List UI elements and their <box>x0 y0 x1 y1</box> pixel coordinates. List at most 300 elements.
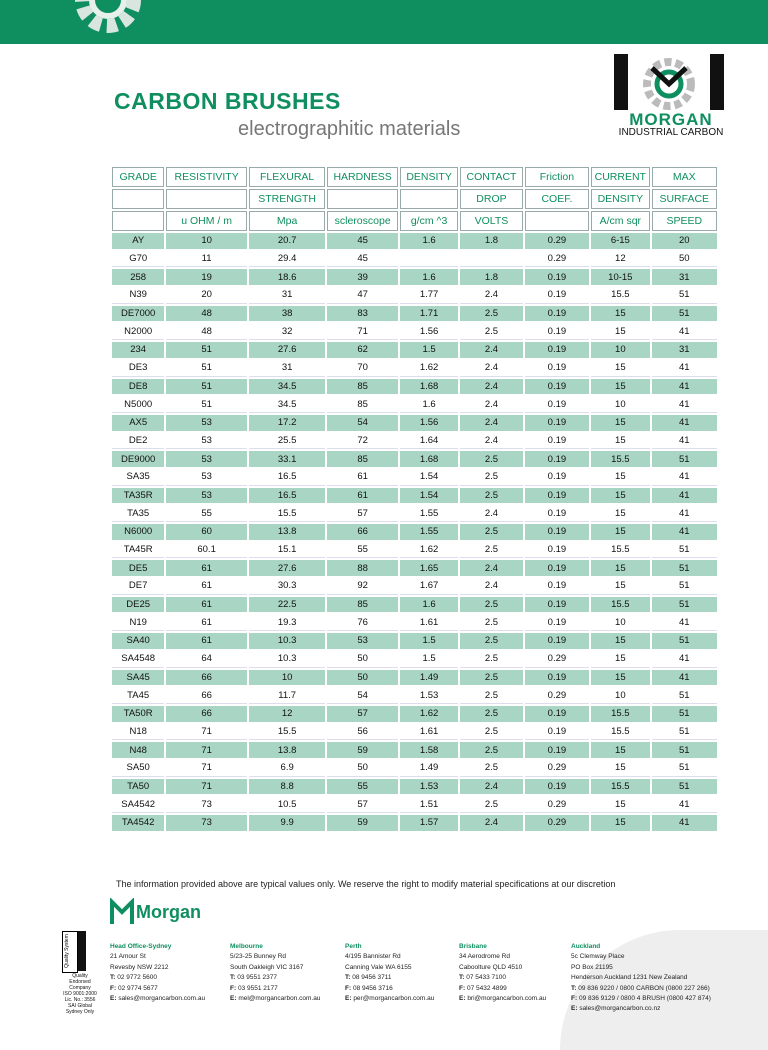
office-phone: T: 03 9551 2377 <box>230 974 277 982</box>
table-cell: 2.4 <box>460 779 522 795</box>
table-cell: 41 <box>652 379 717 395</box>
table-cell: 2.5 <box>460 724 522 741</box>
table-cell: DE25 <box>112 597 164 613</box>
table-cell: 54 <box>327 687 397 704</box>
table-cell: 15 <box>591 488 649 504</box>
table-cell: 2.5 <box>460 687 522 704</box>
table-cell: 0.19 <box>525 724 589 741</box>
table-cell: 39 <box>327 269 397 285</box>
office-phone: T: 07 5433 7100 <box>459 974 506 982</box>
table-cell: 20.7 <box>249 233 326 249</box>
table-cell: 41 <box>652 614 717 631</box>
table-cell: 1.54 <box>400 488 458 504</box>
table-cell: 1.61 <box>400 614 458 631</box>
table-cell: 2.4 <box>460 433 522 450</box>
table-cell: 57 <box>327 706 397 722</box>
office-fax: F: 09 836 9129 / 0800 4 BRUSH (0800 427 874) <box>571 995 711 1003</box>
table-row <box>112 524 717 540</box>
table-cell: 0.19 <box>525 597 589 613</box>
table-cell: 53 <box>166 451 247 467</box>
table-cell: 15.5 <box>591 597 649 613</box>
table-row <box>112 651 717 668</box>
office-address-line: PO Box 21195 <box>571 963 613 971</box>
table-cell: 25.5 <box>249 433 326 450</box>
header-cell: u OHM / m <box>166 211 247 231</box>
table-cell: 1.5 <box>400 651 458 668</box>
table-cell: 2.5 <box>460 651 522 668</box>
table-cell: 66 <box>166 687 247 704</box>
table-row <box>112 670 717 686</box>
morgan-logo <box>612 54 730 140</box>
table-cell: 0.19 <box>525 287 589 304</box>
table-cell: 41 <box>652 323 717 340</box>
table-cell: 2.5 <box>460 796 522 813</box>
footer-wordmark: Morgan <box>136 902 201 922</box>
table-cell: DE7000 <box>112 306 164 322</box>
quality-badge-line: Sydney Only <box>65 1009 95 1015</box>
table-cell: 72 <box>327 433 397 450</box>
table-cell: 15.5 <box>591 724 649 741</box>
table-cell: 1.53 <box>400 687 458 704</box>
morgan-m-icon <box>110 898 134 926</box>
table-cell: 41 <box>652 670 717 686</box>
table-cell: 22.5 <box>249 597 326 613</box>
logo-mark <box>614 54 724 110</box>
table-cell: 0.19 <box>525 415 589 431</box>
table-cell: SA50 <box>112 760 164 777</box>
table-cell: 0.19 <box>525 779 589 795</box>
material-properties-table <box>110 165 719 833</box>
table-cell: 51 <box>652 760 717 777</box>
table-cell: TA45R <box>112 542 164 559</box>
table-cell: 51 <box>166 360 247 377</box>
table-cell: 30.3 <box>249 578 326 595</box>
quality-badge <box>62 931 98 1021</box>
table-cell: 71 <box>166 742 247 758</box>
table-cell: 29.4 <box>249 251 326 268</box>
table-cell: 60.1 <box>166 542 247 559</box>
table-cell: 2.4 <box>460 360 522 377</box>
table-row <box>112 233 717 249</box>
table-cell: 15.1 <box>249 542 326 559</box>
table-cell: 2.5 <box>460 670 522 686</box>
header-cell: A/cm sqr <box>591 211 649 231</box>
table-row <box>112 796 717 813</box>
table-cell: 57 <box>327 796 397 813</box>
table-cell: 59 <box>327 815 397 831</box>
table-cell: 0.29 <box>525 651 589 668</box>
table-cell: 2.5 <box>460 451 522 467</box>
table-cell: 10 <box>591 396 649 413</box>
table-cell: 73 <box>166 796 247 813</box>
table-cell: 51 <box>652 306 717 322</box>
table-row <box>112 415 717 431</box>
table-cell: 1.64 <box>400 433 458 450</box>
table-cell: 76 <box>327 614 397 631</box>
table-cell: 0.19 <box>525 306 589 322</box>
table-cell: 41 <box>652 433 717 450</box>
table-cell: 31 <box>652 269 717 285</box>
table-cell: 19 <box>166 269 247 285</box>
table-cell <box>460 251 522 268</box>
table-cell: 15 <box>591 815 649 831</box>
table-cell: 15 <box>591 415 649 431</box>
header-cell <box>112 189 164 209</box>
table-cell: 1.77 <box>400 287 458 304</box>
table-cell: 0.19 <box>525 670 589 686</box>
table-cell: 41 <box>652 360 717 377</box>
logo-wordmark: MORGAN <box>629 110 713 129</box>
table-cell: 1.51 <box>400 796 458 813</box>
table-row <box>112 505 717 522</box>
table-cell: 51 <box>166 379 247 395</box>
table-cell: 15.5 <box>591 779 649 795</box>
table-cell: 53 <box>166 433 247 450</box>
table-cell: 34.5 <box>249 396 326 413</box>
table-cell: 1.55 <box>400 505 458 522</box>
table-cell: 15 <box>591 323 649 340</box>
table-cell: 1.62 <box>400 360 458 377</box>
table-cell: 15 <box>591 670 649 686</box>
table-cell: 66 <box>327 524 397 540</box>
table-cell: 1.62 <box>400 542 458 559</box>
table-cell: 2.5 <box>460 760 522 777</box>
table-cell: 0.19 <box>525 433 589 450</box>
table-cell: 60 <box>166 524 247 540</box>
table-cell: AY <box>112 233 164 249</box>
table-cell: 15 <box>591 306 649 322</box>
office-email[interactable]: E: sales@morgancarbon.co.nz <box>571 1005 661 1013</box>
office-address-line: 5c Clemway Place <box>571 953 625 961</box>
table-cell: 258 <box>112 269 164 285</box>
office-address-line: 21 Amour St <box>110 953 146 961</box>
table-cell: 0.19 <box>525 524 589 540</box>
header-cell: FLEXURAL <box>249 167 326 187</box>
office-address-line: South Oakleigh VIC 3167 <box>230 963 304 971</box>
table-row <box>112 633 717 649</box>
table-cell: 71 <box>166 779 247 795</box>
office-address-line: 34 Aerodrome Rd <box>459 953 510 961</box>
table-cell: 15 <box>591 742 649 758</box>
table-cell: DE2 <box>112 433 164 450</box>
table-cell: 0.19 <box>525 488 589 504</box>
office-name: Brisbane <box>459 943 487 950</box>
table-cell: 2.4 <box>460 342 522 358</box>
table-cell: 9.9 <box>249 815 326 831</box>
table-cell: 11 <box>166 251 247 268</box>
table-cell: 10 <box>591 342 649 358</box>
table-row <box>112 287 717 304</box>
table-cell: 1.8 <box>460 233 522 249</box>
header-cell: Friction <box>525 167 589 187</box>
table-cell: 61 <box>166 633 247 649</box>
header-cell <box>400 189 458 209</box>
table-cell: 0.19 <box>525 633 589 649</box>
table-cell: 51 <box>652 560 717 576</box>
table-cell: TA4542 <box>112 815 164 831</box>
header-cell: Mpa <box>249 211 326 231</box>
table-cell: 61 <box>327 469 397 486</box>
header-cell: MAX <box>652 167 717 187</box>
table-cell: 41 <box>652 796 717 813</box>
table-cell: 2.5 <box>460 524 522 540</box>
table-cell: 0.29 <box>525 233 589 249</box>
office-email[interactable]: E: per@morgancarbon.com.au <box>345 995 435 1003</box>
table-cell: AX5 <box>112 415 164 431</box>
table-cell: 62 <box>327 342 397 358</box>
header-cell: CONTACT <box>460 167 522 187</box>
table-cell: 234 <box>112 342 164 358</box>
header-cell: RESISTIVITY <box>166 167 247 187</box>
table-cell: 2.5 <box>460 706 522 722</box>
table-cell: 10.3 <box>249 651 326 668</box>
table-row <box>112 360 717 377</box>
table-cell: 51 <box>652 779 717 795</box>
table-cell: 0.29 <box>525 815 589 831</box>
quality-badge-line: SAI Global <box>68 1003 92 1009</box>
table-cell: 2.5 <box>460 614 522 631</box>
table-cell: G70 <box>112 251 164 268</box>
table-cell: N6000 <box>112 524 164 540</box>
table-cell: 51 <box>652 706 717 722</box>
table-cell: 59 <box>327 742 397 758</box>
table-cell: 12 <box>591 251 649 268</box>
office-address-line: Canning Vale WA 6155 <box>345 963 412 971</box>
table-cell: 47 <box>327 287 397 304</box>
office-email[interactable]: E: mel@morgancarbon.com.au <box>230 995 321 1003</box>
table-cell: N19 <box>112 614 164 631</box>
table-cell: 13.8 <box>249 742 326 758</box>
table-cell: 51 <box>652 633 717 649</box>
logo-tagline: INDUSTRIAL CARBON <box>618 127 724 138</box>
table-cell: 61 <box>166 560 247 576</box>
table-cell: 15 <box>591 505 649 522</box>
table-cell: 10.3 <box>249 633 326 649</box>
table-cell: 19.3 <box>249 614 326 631</box>
table-row <box>112 379 717 395</box>
table-cell: 51 <box>652 287 717 304</box>
table-cell: 61 <box>166 597 247 613</box>
table-cell: 1.67 <box>400 578 458 595</box>
office-phone: T: 08 9456 3711 <box>345 974 392 982</box>
table-cell: 55 <box>327 779 397 795</box>
table-cell: 27.6 <box>249 560 326 576</box>
table-cell: 2.5 <box>460 469 522 486</box>
office-fax: F: 08 9456 3716 <box>345 984 393 992</box>
table-cell: 50 <box>327 651 397 668</box>
table-header-row <box>112 211 717 231</box>
table-cell: 15 <box>591 796 649 813</box>
table-cell: 2.5 <box>460 542 522 559</box>
table-cell: 1.58 <box>400 742 458 758</box>
table-row <box>112 560 717 576</box>
table-cell: 15 <box>591 469 649 486</box>
table-cell: 1.5 <box>400 342 458 358</box>
table-cell: 61 <box>166 578 247 595</box>
table-cell: 15 <box>591 578 649 595</box>
header-cell: COEF. <box>525 189 589 209</box>
table-row <box>112 724 717 741</box>
office-name: Perth <box>345 943 362 950</box>
table-cell: SA4548 <box>112 651 164 668</box>
table-cell: 1.5 <box>400 633 458 649</box>
table-cell: 15 <box>591 524 649 540</box>
office-name: Auckland <box>571 943 601 950</box>
table-cell: 51 <box>652 578 717 595</box>
office-email[interactable]: E: sales@morgancarbon.com.au <box>110 995 206 1003</box>
table-row <box>112 451 717 467</box>
table-cell: 55 <box>166 505 247 522</box>
table-cell: 51 <box>652 724 717 741</box>
table-cell: 15 <box>591 360 649 377</box>
table-cell: 56 <box>327 724 397 741</box>
table-row <box>112 779 717 795</box>
office-email[interactable]: E: bri@morgancarbon.com.au <box>459 995 547 1003</box>
header-cell <box>525 211 589 231</box>
table-cell: N48 <box>112 742 164 758</box>
table-cell: 41 <box>652 469 717 486</box>
table-cell: 16.5 <box>249 488 326 504</box>
table-cell: 51 <box>652 597 717 613</box>
table-row <box>112 614 717 631</box>
table-cell: 38 <box>249 306 326 322</box>
table-cell: 2.5 <box>460 597 522 613</box>
table-cell: 6-15 <box>591 233 649 249</box>
page-subtitle: electrographitic materials <box>238 118 461 140</box>
table-cell: 1.6 <box>400 396 458 413</box>
office-address <box>459 942 546 1004</box>
table-cell: 2.5 <box>460 488 522 504</box>
header-cell: DROP <box>460 189 522 209</box>
table-row <box>112 251 717 268</box>
table-cell: TA35R <box>112 488 164 504</box>
table-row <box>112 578 717 595</box>
table-cell: 11.7 <box>249 687 326 704</box>
header-cell: SURFACE <box>652 189 717 209</box>
table-cell: 1.56 <box>400 415 458 431</box>
table-cell: 20 <box>652 233 717 249</box>
header-cell: STRENGTH <box>249 189 326 209</box>
table-cell: TA45 <box>112 687 164 704</box>
table-cell: 27.6 <box>249 342 326 358</box>
header-cell: scleroscope <box>327 211 397 231</box>
table-cell: 1.54 <box>400 469 458 486</box>
table-cell: 2.4 <box>460 815 522 831</box>
table-cell: 48 <box>166 323 247 340</box>
table-cell: 51 <box>652 542 717 559</box>
table-cell: 0.29 <box>525 251 589 268</box>
table-cell: 15 <box>591 560 649 576</box>
table-cell: 0.19 <box>525 578 589 595</box>
table-row <box>112 323 717 340</box>
disclaimer-note: The information provided above are typical values only. We reserve the right to modify material specifications at our discretion <box>116 879 616 889</box>
table-cell: 61 <box>166 614 247 631</box>
table-cell: 15.5 <box>591 451 649 467</box>
table-cell: 0.19 <box>525 614 589 631</box>
table-cell: 41 <box>652 651 717 668</box>
office-fax: F: 03 9551 2177 <box>230 984 278 992</box>
table-cell: 1.6 <box>400 269 458 285</box>
table-cell: 73 <box>166 815 247 831</box>
table-cell: 1.49 <box>400 760 458 777</box>
table-cell: SA40 <box>112 633 164 649</box>
table-row <box>112 597 717 613</box>
header-cell: g/cm ^3 <box>400 211 458 231</box>
table-cell: 71 <box>327 323 397 340</box>
table-cell: 53 <box>166 469 247 486</box>
header-cell: CURRENT <box>591 167 649 187</box>
table-row <box>112 687 717 704</box>
table-cell: 2.4 <box>460 396 522 413</box>
table-cell: 1.56 <box>400 323 458 340</box>
table-cell: 55 <box>327 542 397 559</box>
table-cell: 15 <box>591 379 649 395</box>
table-cell: 64 <box>166 651 247 668</box>
table-cell: 41 <box>652 396 717 413</box>
table-cell: 53 <box>327 633 397 649</box>
table-row <box>112 396 717 413</box>
table-cell: 1.61 <box>400 724 458 741</box>
table-cell: 1.68 <box>400 379 458 395</box>
table-cell: 34.5 <box>249 379 326 395</box>
header-cell: HARDNESS <box>327 167 397 187</box>
table-row <box>112 306 717 322</box>
table-cell: 50 <box>327 760 397 777</box>
table-cell: 54 <box>327 415 397 431</box>
office-address-line: Revesby NSW 2212 <box>110 963 169 971</box>
table-cell: 10.5 <box>249 796 326 813</box>
office-address-line: 4/195 Bannister Rd <box>345 953 401 961</box>
gear-icon <box>614 54 724 110</box>
table-cell: 10-15 <box>591 269 649 285</box>
table-cell: 15.5 <box>249 505 326 522</box>
table-header-row <box>112 189 717 209</box>
table-cell: 15 <box>591 633 649 649</box>
table-cell: 15.5 <box>591 706 649 722</box>
table-row <box>112 433 717 450</box>
table-cell: 51 <box>166 342 247 358</box>
table-cell: 0.19 <box>525 323 589 340</box>
table-cell <box>400 251 458 268</box>
table-cell: 2.4 <box>460 415 522 431</box>
table-row <box>112 342 717 358</box>
table-cell: 0.19 <box>525 542 589 559</box>
table-cell: N39 <box>112 287 164 304</box>
table-cell: 8.8 <box>249 779 326 795</box>
table-cell: 1.57 <box>400 815 458 831</box>
header-cell: DENSITY <box>400 167 458 187</box>
table-cell: 12 <box>249 706 326 722</box>
table-cell: 71 <box>166 760 247 777</box>
table-cell: 41 <box>652 815 717 831</box>
table-cell: SA35 <box>112 469 164 486</box>
office-name: Head Office-Sydney <box>110 943 172 950</box>
table-header-row <box>112 167 717 187</box>
table-cell: 0.19 <box>525 505 589 522</box>
table-cell: 33.1 <box>249 451 326 467</box>
quality-badge-line: Quality <box>72 973 88 979</box>
table-row <box>112 760 717 777</box>
table-cell: 1.65 <box>400 560 458 576</box>
quality-badge-box <box>62 931 78 973</box>
table-cell: 1.8 <box>460 269 522 285</box>
office-address-line: Caboolture QLD 4510 <box>459 963 523 971</box>
table-cell: 10 <box>591 614 649 631</box>
office-phone: T: 09 836 9220 / 0800 CARBON (0800 227 266) <box>571 984 710 992</box>
footer-logo <box>110 898 220 926</box>
top-banner <box>0 0 768 44</box>
table-cell: 31 <box>249 287 326 304</box>
